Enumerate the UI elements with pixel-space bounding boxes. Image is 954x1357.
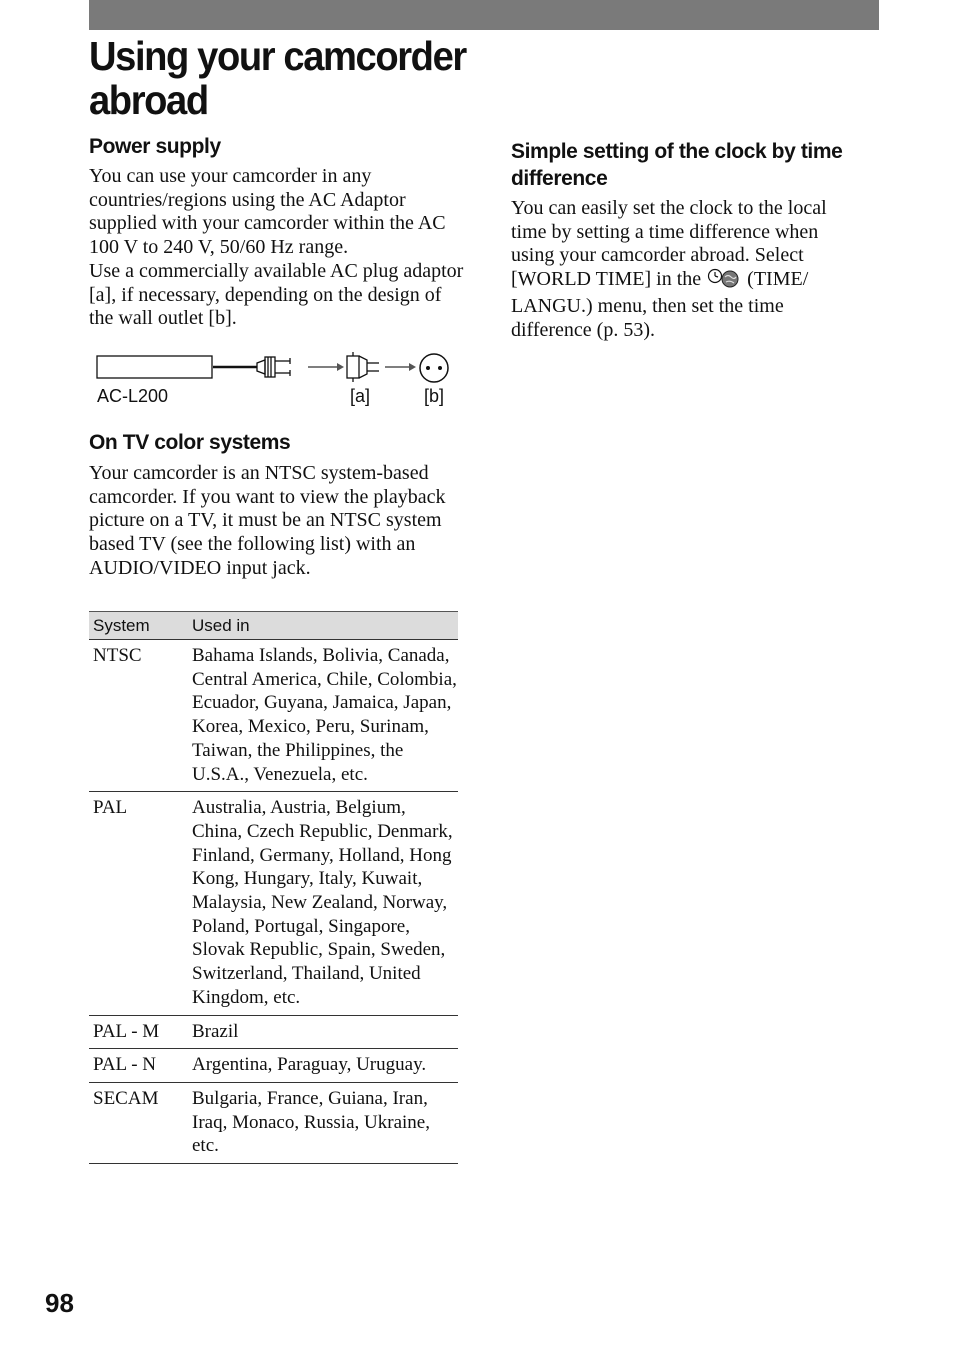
table-row	[89, 1049, 458, 1083]
page-title: Using your camcorder abroad	[89, 33, 466, 123]
used-in-cell: Australia, Austria, Belgium, China, Czech Republic, Denmark, Finland, Germany, Holland, Hong Kong, Hungary, Italy, Kuwait, Malaysia, New Zealand, Norway, Poland, Portugal, Singapore, Slovak Republic, Spain, Sweden, Switzerland, Thailand, United Kingdom, etc.	[188, 792, 458, 1015]
used-in-cell: Bulgaria, France, Guiana, Iran, Iraq, Monaco, Russia, Ukraine, etc.	[188, 1082, 458, 1163]
clock-heading: Simple setting of the clock by time difference	[511, 140, 843, 190]
table-row	[89, 792, 458, 1015]
plug-adaptor-diagram	[89, 348, 459, 412]
system-cell: PAL - N	[89, 1049, 188, 1083]
plug-adaptor-label: [a]	[350, 386, 371, 406]
arrow-right-icon	[308, 363, 344, 371]
power-supply-heading: Power supply	[89, 135, 221, 158]
system-cell: PAL	[89, 792, 188, 1015]
ac-plug-icon	[257, 357, 290, 377]
table-header-row	[89, 612, 458, 640]
system-cell: PAL - M	[89, 1015, 188, 1049]
clock-paragraph	[511, 197, 856, 342]
used-in-cell: Brazil	[188, 1015, 458, 1049]
table-row	[89, 1015, 458, 1049]
clock-text-start: You can easily set the clock to the local time by setting a time difference when using your camcorder abroad. Select [WORLD TIME] in the	[511, 197, 827, 291]
plug-adaptor-icon	[347, 352, 379, 382]
ac-adaptor-box	[97, 356, 212, 378]
used-in-cell: Argentina, Paraguay, Uruguay.	[188, 1049, 458, 1083]
table-row	[89, 640, 458, 792]
wall-outlet-icon	[420, 354, 448, 382]
used-in-cell: Bahama Islands, Bolivia, Canada, Central America, Chile, Colombia, Ecuador, Guyana, Jamaica, Japan, Korea, Mexico, Peru, Surinam, Taiwan, the Philippines, the U.S.A., Venezuela, etc.	[188, 640, 458, 792]
page-number: 98	[45, 1288, 74, 1318]
arrow-right-icon	[385, 363, 416, 371]
system-cell: NTSC	[89, 640, 188, 792]
column-header-system: System	[89, 612, 188, 640]
wall-outlet-label: [b]	[424, 386, 445, 406]
clock-text-end: (TIME/ LANGU.) menu, then set the time difference (p. 53).	[511, 268, 809, 341]
ac-adaptor-label: AC-L200	[97, 386, 169, 406]
system-cell: SECAM	[89, 1082, 188, 1163]
tv-systems-table	[89, 611, 458, 1164]
time-langu-menu-icon	[706, 268, 742, 295]
column-header-used-in: Used in	[188, 612, 458, 640]
header-bar	[89, 0, 879, 30]
table-row	[89, 1082, 458, 1163]
power-supply-paragraph-2: Use a commercially available AC plug adaptor [a], if necessary, depending on the design of the wall outlet [b].	[89, 260, 464, 330]
tv-systems-paragraph: Your camcorder is an NTSC system-based camcorder. If you want to view the playback picture on a TV, it must be an NTSC system based TV (see the following list) with an AUDIO/VIDEO input jack.	[89, 462, 446, 579]
tv-systems-heading: On TV color systems	[89, 431, 291, 454]
power-supply-paragraph-1: You can use your camcorder in any countries/regions using the AC Adaptor supplied with your camcorder within the AC 100 V to 240 V, 50/60 Hz range.	[89, 165, 446, 259]
